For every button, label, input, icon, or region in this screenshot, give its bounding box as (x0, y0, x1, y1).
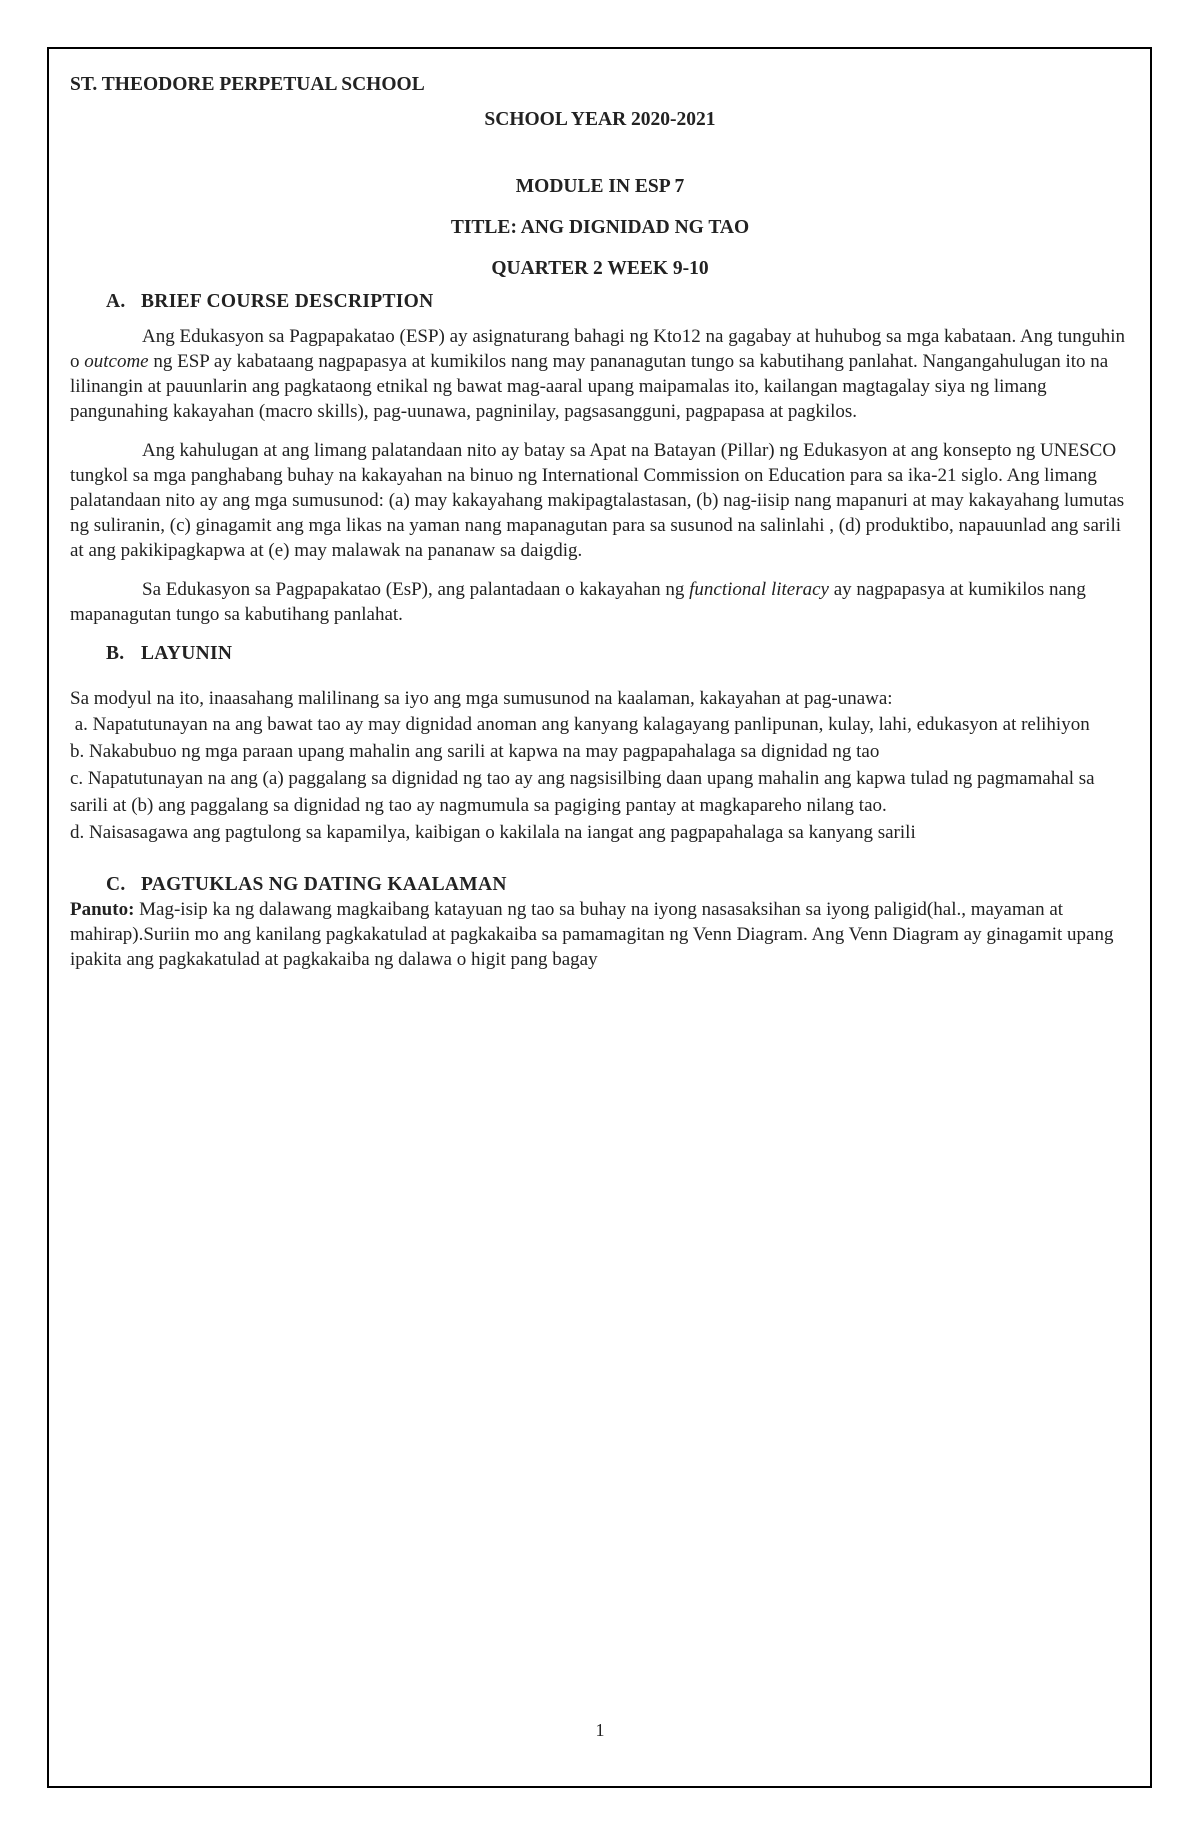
course-description-paragraph-3 (70, 577, 1130, 627)
p1-emphasis: outcome (84, 351, 149, 372)
objectives-intro: Sa modyul na ito, inaasahang malilinang sa iyo ang mga sumusunod na kaalaman, kakayahan at pag-unawa: (70, 688, 893, 709)
instructions-paragraph (70, 897, 1130, 972)
document-title: TITLE: ANG DIGNIDAD NG TAO (450, 217, 750, 238)
p3-emphasis: functional literacy (689, 579, 829, 600)
section-c-heading (70, 872, 1130, 897)
instructions-text: Mag-isip ka ng dalawang magkaibang katayuan ng tao sa buhay na iyong nasasaksihan sa iyong paligid(hal., mayaman at mahirap).Suriin mo ang kanilang pagkakatulad at pagkakaiba sa pamamagitan ng Venn Diagram. Ang Venn Diagram ay ginagamit upang ipakita ang pagkakatulad at pagkakaiba ng dalawa o higit pang bagay (70, 899, 1114, 970)
section-c-letter: C. (106, 874, 126, 895)
module-title: MODULE IN ESP 7 (515, 176, 685, 197)
p1-text-a: Ang Edukasyon sa Pagpapakatao (ESP) ay asignaturang bahagi ng Kto12 na gagabay at huhubog sa mga kabataan. Ang tunguhin o (70, 326, 1126, 372)
section-a-title: BRIEF COURSE DESCRIPTION (141, 291, 434, 312)
list-item: b. Nakabubuo ng mga paraan upang mahalin ang sarili at kapwa na may pagpapahalaga sa dignidad ng tao (70, 741, 880, 762)
page-number: 1 (595, 1720, 605, 1740)
list-item: c. Napatutunayan na ang (a) paggalang sa dignidad ng tao ay ang nagsisilbing daan upang mahalin ang kapwa tulad ng pagmamahal sa sarili at (b) ang paggalang sa dignidad ng tao ay nagmumula sa pagiging pantay at magkapareho nilang tao. (70, 768, 1095, 816)
document-body (70, 72, 1130, 972)
p1-text-b: ng ESP ay kabataang nagpapasya at kumikilos nang may pananagutan tungo sa kabutihang panlahat. Nangangahulugan ito na lilinangin at pauunlarin ang pagkataong etnikal ng bawat mag-aaral upang maipamalas ito, kailangan magtagalay siya ng limang pangunahing kakayahan (macro skills), pag-uunawa, pagninilay, pagsasangguni, pagpapasa at pagkilos. (70, 351, 1109, 422)
school-year: SCHOOL YEAR 2020-2021 (484, 109, 716, 130)
section-b-heading (70, 641, 1130, 666)
list-item: a. Napatutunayan na ang bawat tao ay may dignidad anoman ang kanyang kalagayang panlipunan, kulay, lahi, edukasyon at relihiyon (70, 714, 1090, 735)
section-b-letter: B. (106, 643, 125, 664)
objectives-list (70, 711, 1130, 846)
quarter-week: QUARTER 2 WEEK 9-10 (491, 258, 709, 279)
instructions-label: Panuto: (70, 899, 135, 920)
section-a-heading (70, 289, 1130, 314)
school-name: ST. THEODORE PERPETUAL SCHOOL (70, 74, 425, 95)
section-b-title: LAYUNIN (141, 643, 233, 664)
list-item: d. Naisasagawa ang pagtulong sa kapamilya, kaibigan o kakilala na iangat ang pagpapahalaga sa kanyang sarili (70, 822, 916, 843)
course-description-paragraph-2: Ang kahulugan at ang limang palatandaan nito ay batay sa Apat na Batayan (Pillar) ng Edukasyon at ang konsepto ng UNESCO tungkol sa mga panghabang buhay na kakayahan na binuo ng International Commission on Education para sa ika-21 siglo. Ang limang palatandaan nito ay ang mga sumusunod: (a) may kakayahang makipagtalastasan, (b) nag-iisip nang mapanuri at may kakayahang lumutas ng suliranin, (c) ginagamit ang mga likas na yaman nang mapanagutan para sa susunod na salinlahi , (d) produktibo, napauunlad ang sarili at ang pakikipagkapwa at (e) may malawak na pananaw sa daigdig. (70, 440, 1125, 561)
p3-text-b: ay nagpapasya at kumikilos nang mapanagutan tungo sa kabutihang panlahat. (70, 579, 1086, 625)
section-a-letter: A. (106, 291, 126, 312)
p3-text-a: Sa Edukasyon sa Pagpapakatao (EsP), ang palantadaan o kakayahan ng (142, 579, 690, 600)
course-description-paragraph-1 (70, 324, 1130, 424)
section-c-title: PAGTUKLAS NG DATING KAALAMAN (141, 874, 507, 895)
